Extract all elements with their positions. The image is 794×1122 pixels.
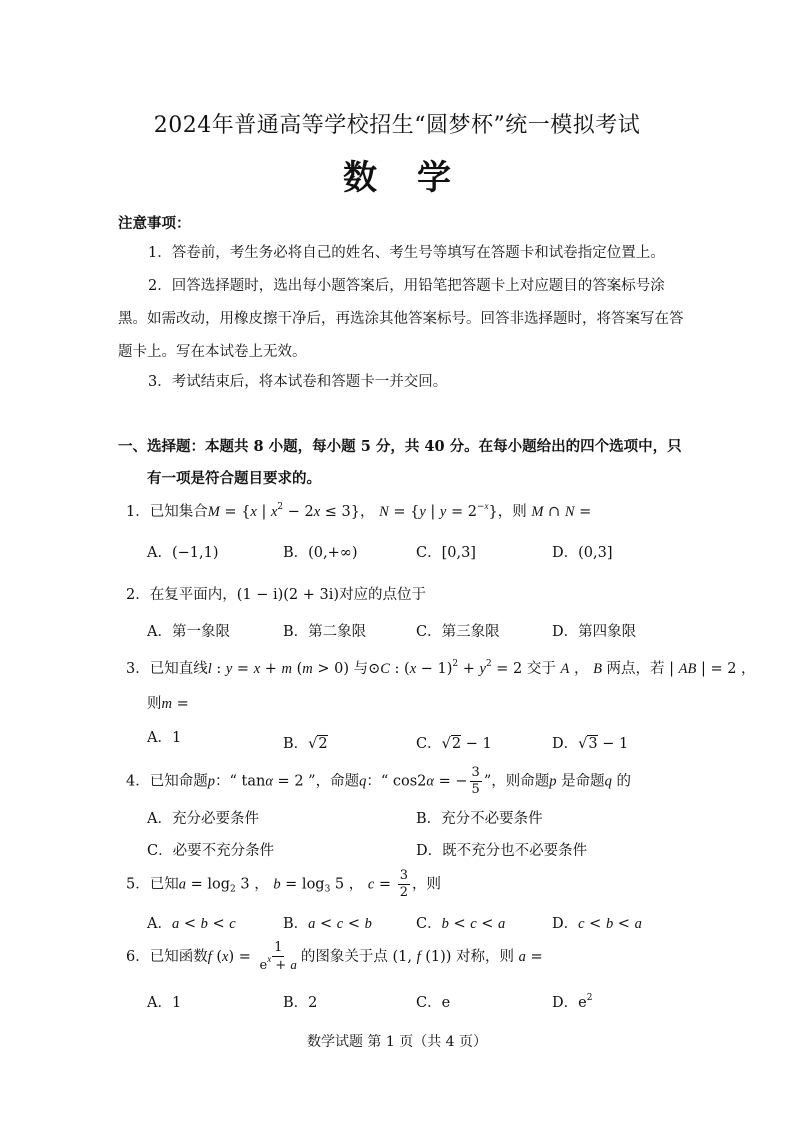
q6-option-a: A．1 — [147, 995, 182, 1011]
q6-option-c: C．e — [416, 995, 451, 1011]
subject-char-2: 学 — [417, 158, 451, 198]
question-6: 6．已知函数f (x) = $\frac{1}{e^x + a}$ 的图象关于点 (1, f (1)) 对称，则 a = — [126, 940, 543, 973]
q5-option-c-label: C． — [416, 916, 442, 932]
q2-option-b: B．第二象限 — [283, 624, 367, 640]
q3-prefix: 3．已知直线 — [126, 661, 208, 677]
q3-option-d-label: D． — [552, 736, 579, 752]
q2-prefix: 2．在复平面内， — [126, 587, 237, 603]
q5-option-c: C．b < c < a — [416, 916, 506, 932]
q6-option-d-label: D．e — [552, 995, 587, 1011]
subject-title — [0, 150, 794, 199]
q3-option-a: A．1 — [147, 730, 182, 746]
q1-option-a: A．(−1,1) — [147, 545, 219, 561]
q2-option-c: C．第三象限 — [416, 624, 500, 640]
q3-option-c-label: C． — [416, 736, 442, 752]
q2-option-a: A．第一象限 — [147, 624, 230, 640]
q2-suffix: 对应的点位于 — [339, 587, 427, 603]
question-1: 1．已知集合M = {x | $x^2 - 2x \le 3$}， N = {y | $y = 2^{-x}$}，则 M ∩ N = — [126, 501, 592, 520]
q3-then: 则 — [147, 696, 162, 712]
q3-option-b: B．√2 — [283, 736, 328, 752]
q3-line-2: 则m = — [147, 696, 189, 712]
section-heading-line2: 有一项是符合题目要求的。 — [147, 470, 321, 487]
exam-title: 2024年普通高等学校招生“圆梦杯”统一模拟考试 — [153, 113, 641, 138]
q4-prefix: 4．已知命题 — [126, 773, 208, 790]
q3-option-d: D．√3 − 1 — [552, 736, 629, 752]
q1-option-d: D．(0,3] — [552, 545, 613, 561]
q5-option-b: B．a < c < b — [283, 916, 372, 932]
question-5: 5．已知$a = \log_2 3$ ， $b = \log_3 5$ ， c = $\frac{3}{2}$ ，则 — [126, 868, 441, 900]
q5-option-b-label: B． — [283, 916, 309, 932]
q3-option-b-label: B． — [283, 736, 309, 752]
q5-prefix: 5．已知 — [126, 876, 179, 893]
q4-option-a: A．充分必要条件 — [147, 811, 259, 827]
q1-option-c: C．[0,3] — [416, 545, 476, 561]
question-3: 3．已知直线l : y = x + m (m > 0) 与⊙C : $(x - 1)^2 + y^2 = 2$ 交于 A ， B 两点，若 | AB | = 2 ， — [126, 659, 756, 677]
q6-option-d: D．$e^2$ — [552, 993, 593, 1011]
q3-option-c: C．√2 − 1 — [416, 736, 492, 752]
q4-option-c: C．必要不充分条件 — [147, 843, 275, 859]
q1-option-b: B．(0,+∞) — [283, 545, 358, 561]
notice-item-2: 2．回答选择题时，选出每小题答案后，用铅笔把答题卡上对应题目的答案标号涂黑。如需改动，用橡皮擦干净后，再选涂其他答案标号。回答非选择题时，将答案写在答题卡上。写在本试卷上无效。 — [118, 278, 684, 360]
q5-option-a: A．a < b < c — [147, 916, 236, 932]
section-heading-line1: 一、选择题：本题共 8 小题，每小题 5 分，共 40 分。在每小题给出的四个选项中，只 — [118, 438, 682, 455]
page-footer: 数学试题 第 1 页（共 4 页） — [306, 1034, 488, 1050]
q5-option-a-label: A． — [147, 916, 172, 932]
q4-option-b: B．充分不必要条件 — [416, 811, 543, 827]
notice-item-3: 3．考试结束后，将本试卷和答题卡一并交回。 — [148, 374, 448, 390]
q6-option-b: B．2 — [283, 995, 318, 1011]
notice-heading: 注意事项： — [118, 215, 191, 232]
notice-item-1: 1．答卷前，考生务必将自己的姓名、考生号等填写在答题卡和试卷指定位置上。 — [148, 245, 665, 261]
q5-option-d-label: D． — [552, 916, 579, 932]
subject-char-1: 数 — [343, 158, 377, 198]
q5-option-d: D．c < b < a — [552, 916, 642, 932]
question-4: 4．已知命题p：“ tanα = 2 ”，命题q：“ cos2α = − $\frac{3}{5}$ ”，则命题p 是命题q 的 — [126, 765, 631, 797]
q2-expression: (1 − i)(2 + 3i) — [236, 587, 340, 603]
q6-prefix: 6．已知函数 — [126, 949, 208, 965]
question-2 — [126, 583, 426, 604]
q1-prefix: 1．已知集合 — [126, 504, 208, 520]
q4-option-d: D．既不充分也不必要条件 — [416, 843, 588, 859]
q2-option-d: D．第四象限 — [552, 624, 637, 640]
